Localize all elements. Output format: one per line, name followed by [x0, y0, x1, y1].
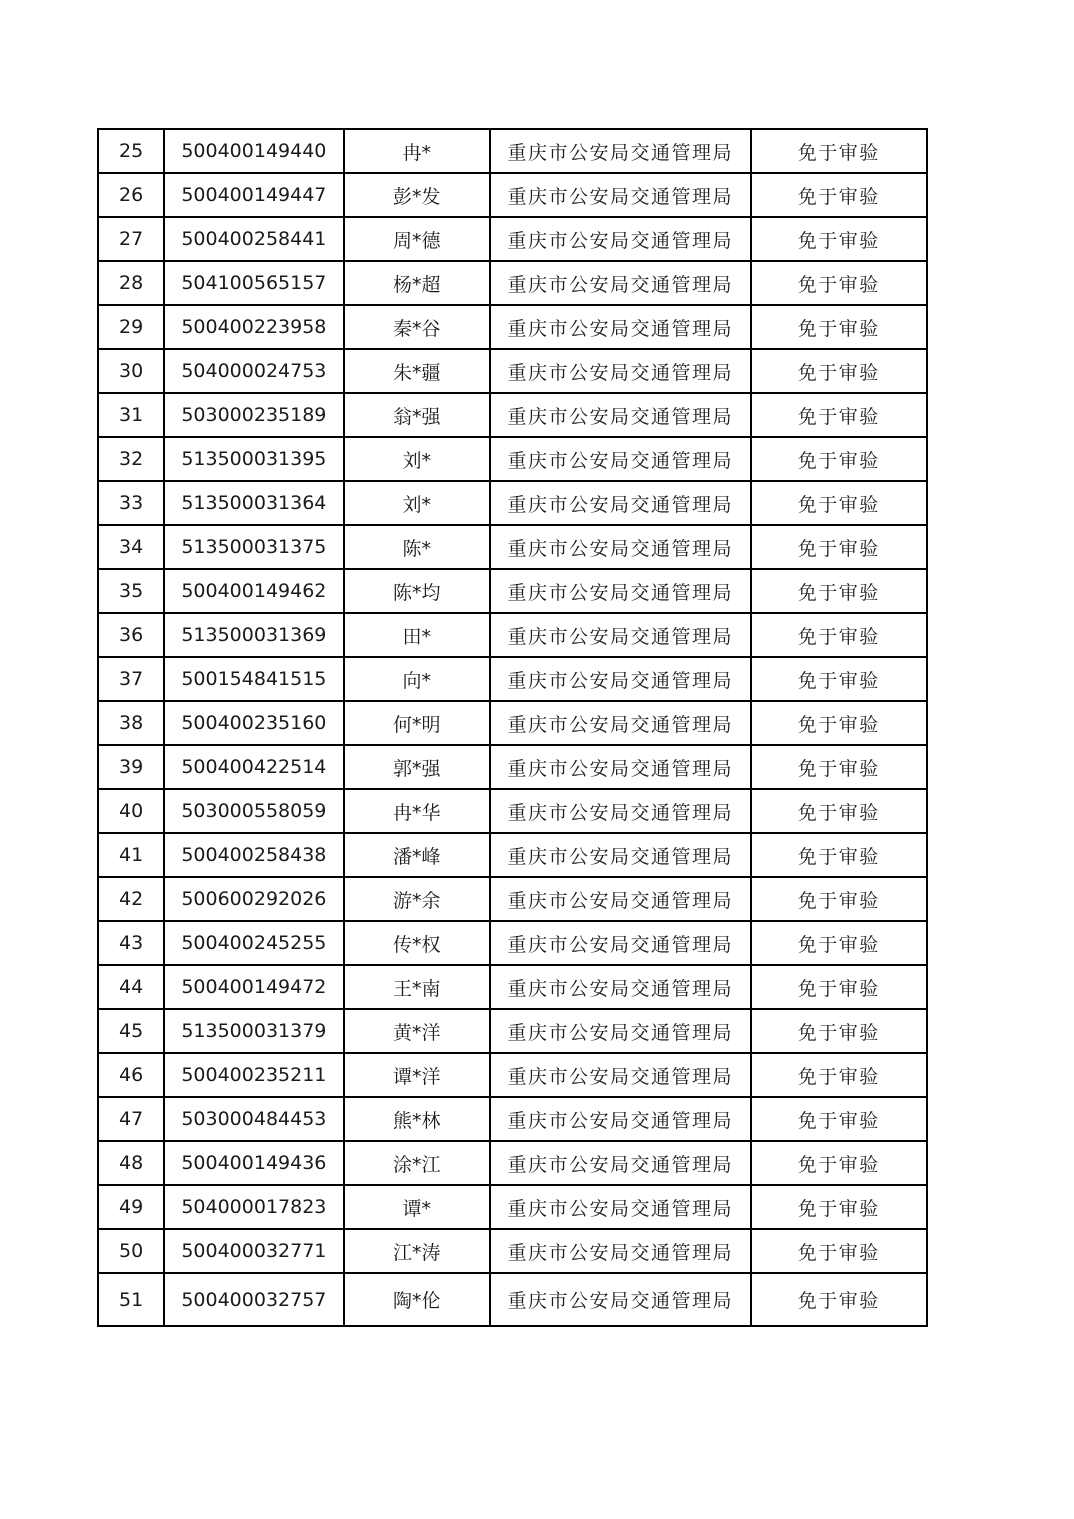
- review-status-cell: 免于审验: [751, 877, 927, 921]
- review-status-cell: 免于审验: [751, 1009, 927, 1053]
- table-row: [98, 261, 927, 305]
- license-number-cell: 500600292026: [164, 877, 343, 921]
- issuing-authority-cell: 重庆市公安局交通管理局: [490, 217, 751, 261]
- holder-name-cell: 周*德: [344, 217, 490, 261]
- review-status-cell: 免于审验: [751, 129, 927, 173]
- license-number-cell: 513500031379: [164, 1009, 343, 1053]
- issuing-authority-cell: 重庆市公安局交通管理局: [490, 569, 751, 613]
- license-number-cell: 500400149447: [164, 173, 343, 217]
- table-row: [98, 1229, 927, 1273]
- license-number-cell: 500400235211: [164, 1053, 343, 1097]
- issuing-authority-cell: 重庆市公安局交通管理局: [490, 1229, 751, 1273]
- table-row: [98, 1141, 927, 1185]
- review-status-cell: 免于审验: [751, 1229, 927, 1273]
- issuing-authority-cell: 重庆市公安局交通管理局: [490, 921, 751, 965]
- issuing-authority-cell: 重庆市公安局交通管理局: [490, 393, 751, 437]
- holder-name-cell: 刘*: [344, 481, 490, 525]
- holder-name-cell: 黄*洋: [344, 1009, 490, 1053]
- table-row: [98, 525, 927, 569]
- issuing-authority-cell: 重庆市公安局交通管理局: [490, 1009, 751, 1053]
- license-number-cell: 500400422514: [164, 745, 343, 789]
- license-number-cell: 513500031364: [164, 481, 343, 525]
- review-status-cell: 免于审验: [751, 393, 927, 437]
- license-number-cell: 500154841515: [164, 657, 343, 701]
- row-index-cell: 45: [98, 1009, 164, 1053]
- table-row: [98, 569, 927, 613]
- row-index-cell: 50: [98, 1229, 164, 1273]
- table-row: [98, 1097, 927, 1141]
- issuing-authority-cell: 重庆市公安局交通管理局: [490, 1097, 751, 1141]
- holder-name-cell: 杨*超: [344, 261, 490, 305]
- holder-name-cell: 陈*: [344, 525, 490, 569]
- row-index-cell: 29: [98, 305, 164, 349]
- holder-name-cell: 刘*: [344, 437, 490, 481]
- row-index-cell: 48: [98, 1141, 164, 1185]
- issuing-authority-cell: 重庆市公安局交通管理局: [490, 173, 751, 217]
- table-row: [98, 1009, 927, 1053]
- holder-name-cell: 熊*林: [344, 1097, 490, 1141]
- review-status-cell: 免于审验: [751, 657, 927, 701]
- table-row: [98, 1185, 927, 1229]
- row-index-cell: 31: [98, 393, 164, 437]
- table-row: [98, 1273, 927, 1326]
- holder-name-cell: 郭*强: [344, 745, 490, 789]
- review-status-cell: 免于审验: [751, 1097, 927, 1141]
- holder-name-cell: 谭*: [344, 1185, 490, 1229]
- row-index-cell: 41: [98, 833, 164, 877]
- row-index-cell: 49: [98, 1185, 164, 1229]
- table-row: [98, 789, 927, 833]
- table-row: [98, 921, 927, 965]
- table-row: [98, 877, 927, 921]
- issuing-authority-cell: 重庆市公安局交通管理局: [490, 305, 751, 349]
- holder-name-cell: 翁*强: [344, 393, 490, 437]
- table-row: [98, 1053, 927, 1097]
- holder-name-cell: 秦*谷: [344, 305, 490, 349]
- table-row: [98, 745, 927, 789]
- license-number-cell: 500400223958: [164, 305, 343, 349]
- table-row: [98, 481, 927, 525]
- table-row: [98, 437, 927, 481]
- row-index-cell: 51: [98, 1273, 164, 1326]
- license-number-cell: 500400149462: [164, 569, 343, 613]
- review-status-cell: 免于审验: [751, 921, 927, 965]
- row-index-cell: 42: [98, 877, 164, 921]
- table-row: [98, 217, 927, 261]
- license-number-cell: 500400258438: [164, 833, 343, 877]
- review-status-cell: 免于审验: [751, 437, 927, 481]
- issuing-authority-cell: 重庆市公安局交通管理局: [490, 1273, 751, 1326]
- row-index-cell: 36: [98, 613, 164, 657]
- holder-name-cell: 王*南: [344, 965, 490, 1009]
- holder-name-cell: 涂*江: [344, 1141, 490, 1185]
- table-row: [98, 305, 927, 349]
- license-number-cell: 500400149472: [164, 965, 343, 1009]
- holder-name-cell: 陈*均: [344, 569, 490, 613]
- review-status-cell: 免于审验: [751, 569, 927, 613]
- license-number-cell: 500400258441: [164, 217, 343, 261]
- table-row: [98, 393, 927, 437]
- holder-name-cell: 冉*: [344, 129, 490, 173]
- table-row: [98, 129, 927, 173]
- table-row: [98, 173, 927, 217]
- issuing-authority-cell: 重庆市公安局交通管理局: [490, 789, 751, 833]
- review-status-cell: 免于审验: [751, 833, 927, 877]
- issuing-authority-cell: 重庆市公安局交通管理局: [490, 657, 751, 701]
- holder-name-cell: 彭*发: [344, 173, 490, 217]
- issuing-authority-cell: 重庆市公安局交通管理局: [490, 1141, 751, 1185]
- row-index-cell: 25: [98, 129, 164, 173]
- review-status-cell: 免于审验: [751, 1273, 927, 1326]
- holder-name-cell: 游*余: [344, 877, 490, 921]
- review-status-cell: 免于审验: [751, 745, 927, 789]
- issuing-authority-cell: 重庆市公安局交通管理局: [490, 701, 751, 745]
- table-row: [98, 701, 927, 745]
- review-status-cell: 免于审验: [751, 965, 927, 1009]
- license-number-cell: 500400235160: [164, 701, 343, 745]
- license-number-cell: 500400032757: [164, 1273, 343, 1326]
- row-index-cell: 34: [98, 525, 164, 569]
- records-table-body: [98, 129, 927, 1326]
- holder-name-cell: 冉*华: [344, 789, 490, 833]
- holder-name-cell: 陶*伦: [344, 1273, 490, 1326]
- license-number-cell: 504100565157: [164, 261, 343, 305]
- review-status-cell: 免于审验: [751, 481, 927, 525]
- issuing-authority-cell: 重庆市公安局交通管理局: [490, 1053, 751, 1097]
- row-index-cell: 37: [98, 657, 164, 701]
- issuing-authority-cell: 重庆市公安局交通管理局: [490, 1185, 751, 1229]
- license-number-cell: 503000484453: [164, 1097, 343, 1141]
- issuing-authority-cell: 重庆市公安局交通管理局: [490, 877, 751, 921]
- issuing-authority-cell: 重庆市公安局交通管理局: [490, 437, 751, 481]
- holder-name-cell: 田*: [344, 613, 490, 657]
- records-table: [97, 128, 928, 1327]
- row-index-cell: 39: [98, 745, 164, 789]
- holder-name-cell: 潘*峰: [344, 833, 490, 877]
- license-number-cell: 500400149440: [164, 129, 343, 173]
- row-index-cell: 47: [98, 1097, 164, 1141]
- review-status-cell: 免于审验: [751, 173, 927, 217]
- row-index-cell: 33: [98, 481, 164, 525]
- review-status-cell: 免于审验: [751, 305, 927, 349]
- review-status-cell: 免于审验: [751, 1141, 927, 1185]
- license-number-cell: 513500031395: [164, 437, 343, 481]
- review-status-cell: 免于审验: [751, 1053, 927, 1097]
- issuing-authority-cell: 重庆市公安局交通管理局: [490, 965, 751, 1009]
- row-index-cell: 43: [98, 921, 164, 965]
- review-status-cell: 免于审验: [751, 701, 927, 745]
- issuing-authority-cell: 重庆市公安局交通管理局: [490, 745, 751, 789]
- holder-name-cell: 谭*洋: [344, 1053, 490, 1097]
- license-number-cell: 503000558059: [164, 789, 343, 833]
- holder-name-cell: 朱*疆: [344, 349, 490, 393]
- license-number-cell: 503000235189: [164, 393, 343, 437]
- row-index-cell: 27: [98, 217, 164, 261]
- license-number-cell: 513500031369: [164, 613, 343, 657]
- license-number-cell: 500400149436: [164, 1141, 343, 1185]
- row-index-cell: 35: [98, 569, 164, 613]
- license-number-cell: 513500031375: [164, 525, 343, 569]
- table-row: [98, 349, 927, 393]
- table-row: [98, 965, 927, 1009]
- row-index-cell: 40: [98, 789, 164, 833]
- issuing-authority-cell: 重庆市公安局交通管理局: [490, 525, 751, 569]
- license-number-cell: 500400245255: [164, 921, 343, 965]
- row-index-cell: 38: [98, 701, 164, 745]
- row-index-cell: 28: [98, 261, 164, 305]
- holder-name-cell: 向*: [344, 657, 490, 701]
- row-index-cell: 44: [98, 965, 164, 1009]
- table-row: [98, 657, 927, 701]
- issuing-authority-cell: 重庆市公安局交通管理局: [490, 613, 751, 657]
- table-row: [98, 833, 927, 877]
- holder-name-cell: 江*涛: [344, 1229, 490, 1273]
- review-status-cell: 免于审验: [751, 613, 927, 657]
- license-number-cell: 500400032771: [164, 1229, 343, 1273]
- holder-name-cell: 传*权: [344, 921, 490, 965]
- row-index-cell: 46: [98, 1053, 164, 1097]
- row-index-cell: 32: [98, 437, 164, 481]
- review-status-cell: 免于审验: [751, 261, 927, 305]
- review-status-cell: 免于审验: [751, 1185, 927, 1229]
- review-status-cell: 免于审验: [751, 525, 927, 569]
- issuing-authority-cell: 重庆市公安局交通管理局: [490, 833, 751, 877]
- issuing-authority-cell: 重庆市公安局交通管理局: [490, 261, 751, 305]
- issuing-authority-cell: 重庆市公安局交通管理局: [490, 349, 751, 393]
- license-number-cell: 504000024753: [164, 349, 343, 393]
- review-status-cell: 免于审验: [751, 789, 927, 833]
- review-status-cell: 免于审验: [751, 217, 927, 261]
- row-index-cell: 30: [98, 349, 164, 393]
- review-status-cell: 免于审验: [751, 349, 927, 393]
- row-index-cell: 26: [98, 173, 164, 217]
- issuing-authority-cell: 重庆市公安局交通管理局: [490, 481, 751, 525]
- license-number-cell: 504000017823: [164, 1185, 343, 1229]
- table-row: [98, 613, 927, 657]
- issuing-authority-cell: 重庆市公安局交通管理局: [490, 129, 751, 173]
- holder-name-cell: 何*明: [344, 701, 490, 745]
